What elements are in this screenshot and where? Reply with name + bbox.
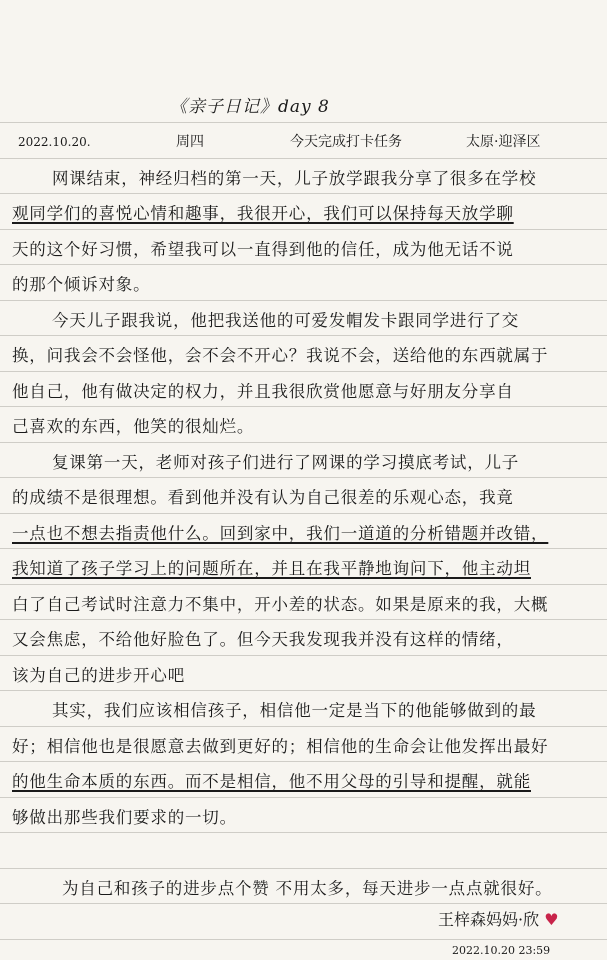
ruled-line xyxy=(0,335,607,336)
ruled-line xyxy=(0,619,607,620)
ruled-line xyxy=(0,584,607,585)
ruled-line xyxy=(0,300,607,301)
heart-icon: ♥ xyxy=(544,910,559,929)
ruled-line xyxy=(0,122,607,123)
ruled-line xyxy=(0,371,607,372)
text-line: 的他生命本质的东西。而不是相信，他不用父母的引导和提醒，就能 xyxy=(12,772,531,791)
ruled-line xyxy=(0,513,607,514)
text-line: 够做出那些我们要求的一切。 xyxy=(12,808,237,827)
text-line: 换，问我会不会怪他，会不会不开心？我说不会，送给他的东西就属于 xyxy=(12,346,549,365)
ruled-line xyxy=(0,761,607,762)
signature xyxy=(438,907,559,930)
entry-weekday: 周四 xyxy=(176,134,204,150)
text-line: 的那个倾诉对象。 xyxy=(12,275,151,294)
ruled-line xyxy=(0,229,607,230)
ruled-line xyxy=(0,193,607,194)
text-line: 一点也不想去指责他什么。回到家中，我们一道道的分析错题并改错， xyxy=(12,524,549,543)
ruled-line xyxy=(0,797,607,798)
ruled-line xyxy=(0,158,607,159)
ruled-line xyxy=(0,868,607,869)
ruled-line xyxy=(0,406,607,407)
ruled-line xyxy=(0,726,607,727)
ruled-line xyxy=(0,442,607,443)
entry-location: 太原·迎泽区 xyxy=(466,134,541,150)
ruled-line xyxy=(0,477,607,478)
text-line: 网课结束，神经归档的第一天，儿子放学跟我分享了很多在学校 xyxy=(52,169,537,188)
ruled-line xyxy=(0,548,607,549)
entry-date: 2022.10.20. xyxy=(18,135,91,149)
text-line: 复课第一天，老师对孩子们进行了网课的学习摸底考试，儿子 xyxy=(52,453,520,472)
diary-title: 《亲子日记》day 8 xyxy=(170,97,330,117)
text-line: 他自己，他有做决定的权力，并且我很欣赏他愿意与好朋友分享自 xyxy=(12,382,514,401)
ruled-line xyxy=(0,264,607,265)
signature-text: 王梓森妈妈·欣 xyxy=(438,910,540,929)
text-line: 的成绩不是很理想。看到他并没有认为自己很差的乐观心态，我竟 xyxy=(12,488,514,507)
ruled-line xyxy=(0,655,607,656)
entry-task: 今天完成打卡任务 xyxy=(290,134,402,150)
closing-line: 为自己和孩子的进步点个赞 不用太多，每天进步一点点就很好。 xyxy=(62,879,553,898)
text-line: 其实，我们应该相信孩子，相信他一定是当下的他能够做到的最 xyxy=(52,701,537,720)
ruled-line xyxy=(0,939,607,940)
text-line: 今天儿子跟我说，他把我送他的可爱发帽发卡跟同学进行了交 xyxy=(52,311,520,330)
text-line: 又会焦虑，不给他好脸色了。但今天我发现我并没有这样的情绪， xyxy=(12,630,514,649)
ruled-line xyxy=(0,690,607,691)
text-line: 观同学们的喜悦心情和趣事，我很开心，我们可以保持每天放学聊 xyxy=(12,204,514,223)
text-line: 该为自己的进步开心吧 xyxy=(12,666,185,685)
text-line: 好；相信他也是很愿意去做到更好的；相信他的生命会让他发挥出最好 xyxy=(12,737,549,756)
ruled-line xyxy=(0,903,607,904)
text-line: 白了自己考试时注意力不集中，开小差的状态。如果是原来的我，大概 xyxy=(12,595,549,614)
text-line: 己喜欢的东西，他笑的很灿烂。 xyxy=(12,417,255,436)
text-line: 天的这个好习惯，希望我可以一直得到他的信任，成为他无话不说 xyxy=(12,240,514,259)
ruled-line xyxy=(0,832,607,833)
text-line: 我知道了孩子学习上的问题所在，并且在我平静地询问下，他主动坦 xyxy=(12,559,531,578)
signature-timestamp: 2022.10.20 23:59 xyxy=(452,944,551,957)
